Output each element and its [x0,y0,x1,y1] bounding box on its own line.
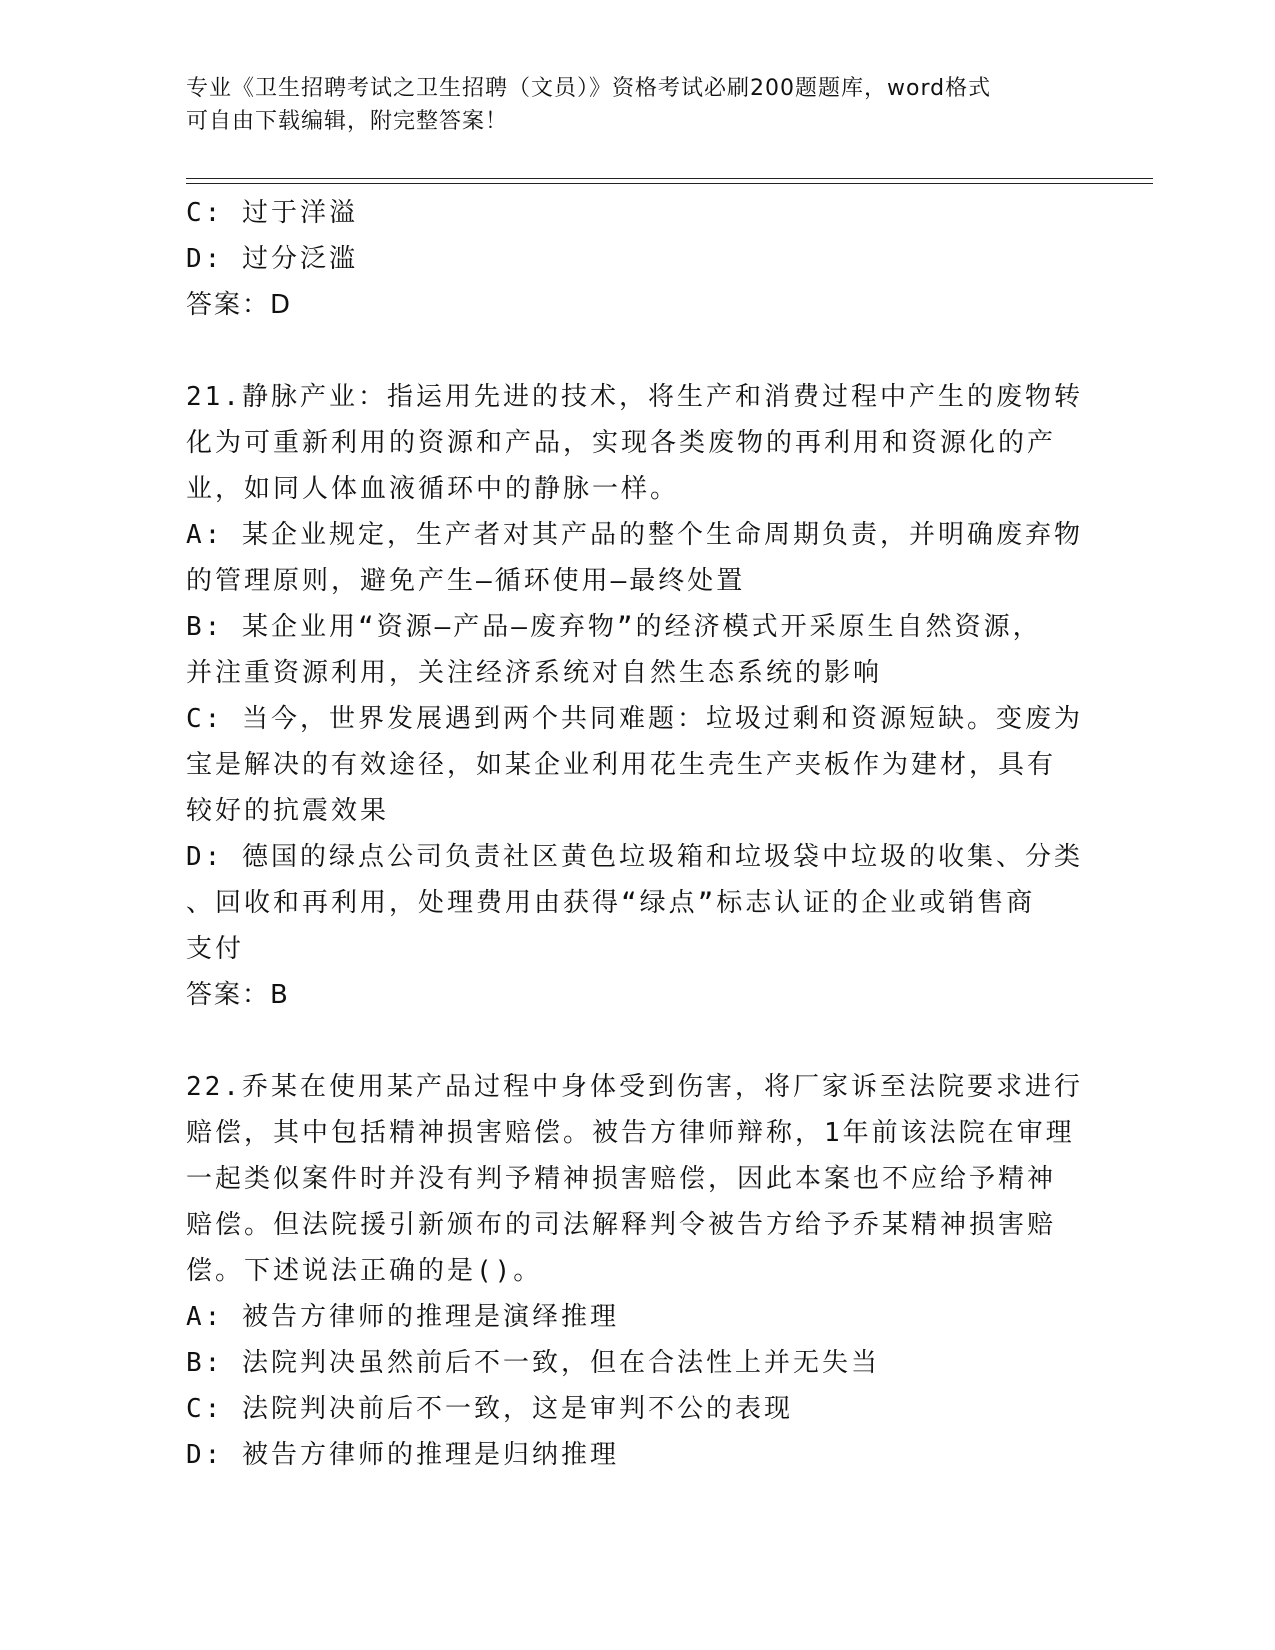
question-22 [186,1064,1086,1478]
q22-stem-line: 22.乔某在使用某产品过程中身体受到伤害，将厂家诉至法院要求进行 [186,1072,1083,1102]
spacer [186,328,1086,374]
prev-answer: 答案：D [186,290,293,320]
header-line-1: 专业《卫生招聘考试之卫生招聘（文员）》资格考试必刷200题题库，word格式 [186,76,992,101]
q22-stem-line: 一起类似案件时并没有判予精神损害赔偿，因此本案也不应给予精神 [186,1164,1057,1194]
header-rule-top [186,178,1153,179]
q22-option-a: A: 被告方律师的推理是演绎推理 [186,1302,619,1332]
q21-option-b: B: 某企业用“资源—产品—废弃物”的经济模式开采原生自然资源， [186,612,1042,642]
q22-stem-line: 赔偿，其中包括精神损害赔偿。被告方律师辩称，1年前该法院在审理 [186,1118,1075,1148]
q21-option-a: 的管理原则，避免产生—循环使用—最终处置 [186,566,746,596]
q21-option-b: 并注重资源利用，关注经济系统对自然生态系统的影响 [186,658,883,688]
prev-option-c: C: 过于洋溢 [186,198,358,228]
q21-stem-line: 21.静脉产业：指运用先进的技术，将生产和消费过程中产生的废物转 [186,382,1083,412]
q21-option-c: 宝是解决的有效途径，如某企业利用花生壳生产夹板作为建材，具有 [186,750,1057,780]
header-rule-bottom [186,183,1153,184]
question-21 [186,374,1086,1018]
document-header [186,72,1086,138]
document-body [186,190,1086,1478]
spacer [186,1018,1086,1064]
q21-option-c: C: 当今，世界发展遇到两个共同难题：垃圾过剩和资源短缺。变废为 [186,704,1083,734]
q22-option-b: B: 法院判决虽然前后不一致，但在合法性上并无失当 [186,1348,880,1378]
header-line-2: 可自由下载编辑，附完整答案！ [186,109,509,134]
q21-answer: 答案：B [186,980,290,1010]
q21-option-a: A: 某企业规定，生产者对其产品的整个生命周期负责，并明确废弃物 [186,520,1083,550]
q21-option-d: 、回收和再利用，处理费用由获得“绿点”标志认证的企业或销售商 [186,888,1036,918]
q21-stem-line: 业，如同人体血液循环中的静脉一样。 [186,474,680,504]
q21-option-d: D: 德国的绿点公司负责社区黄色垃圾箱和垃圾袋中垃圾的收集、分类 [186,842,1083,872]
q22-option-d: D: 被告方律师的推理是归纳推理 [186,1440,619,1470]
q21-option-d: 支付 [186,934,245,964]
prev-option-d: D: 过分泛滥 [186,244,358,274]
q21-stem-line: 化为可重新利用的资源和产品，实现各类废物的再利用和资源化的产 [186,428,1057,458]
q21-option-c: 较好的抗震效果 [186,796,390,826]
q22-stem-line: 赔偿。但法院援引新颁布的司法解释判令被告方给予乔某精神损害赔 [186,1210,1057,1240]
q22-stem-line: 偿。下述说法正确的是()。 [186,1256,543,1286]
q22-option-c: C: 法院判决前后不一致，这是审判不公的表现 [186,1394,793,1424]
